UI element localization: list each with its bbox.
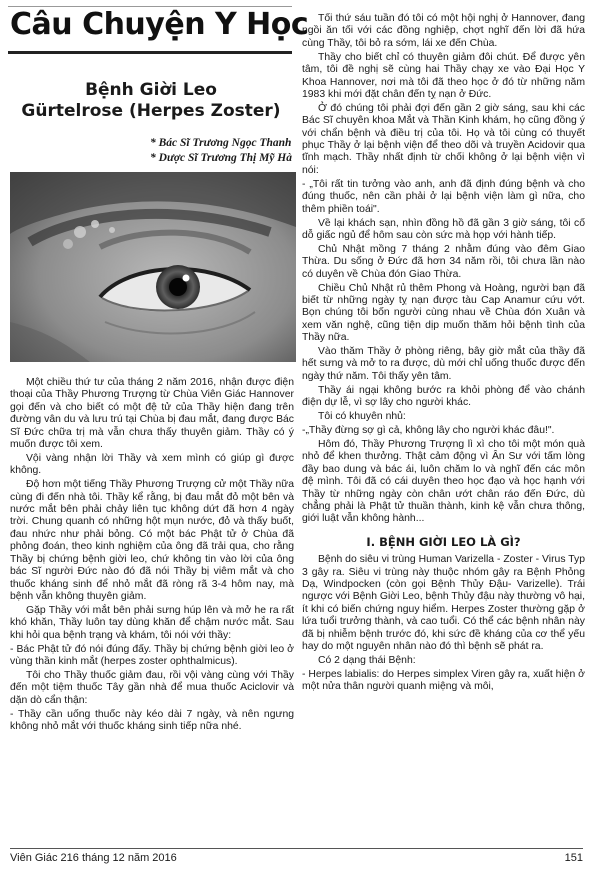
quote-paragraph: -„Thầy đừng sợ gì cả, không lây cho người khác đâu!". (302, 425, 555, 436)
close-up-eye-photo (10, 172, 296, 362)
article-title (10, 80, 292, 122)
paragraph: Hôm đó, Thầy Phương Trượng lì xì cho tôi một món quà nhỏ để khen thưởng. Thật cảm động vì Ân Sư với tấm lòng đầy bao dung và bác ái, luôn chăm lo và nghĩ đến các môn đệ mình. Tôi đã có cái duyên theo học đạo và học hạnh với Thầy từ những ngày còn chân ướt chân ráo đến Đức, dù chẳng phải là Phật tử thuần thành, kinh kệ vẫn chưa thông, giới luật vẫn không hành... (302, 438, 585, 525)
paragraph: Ở đó chúng tôi phải đợi đến gần 2 giờ sáng, sau khi các Bác Sĩ chuyên khoa Mắt và Thần Kinh khám, họ cũng đồng ý với chẩn bệnh và điều trị của tôi. Họ và tôi cùng có thuyết phục Thầy ở lại bệnh viện để theo dõi và truyền Acidovir qua tĩnh mạch. Thầy nhất định từ chối không ở lại bệnh viện vì nói: (302, 102, 585, 176)
paragraph: Một chiều thứ tư của tháng 2 năm 2016, nhận được điện thoại của Thầy Phương Trượng từ Chùa Viên Giác Hannover gọi đến và cho biết có một đệ tử của Thầy hiện đang trên đường vân du và lưu trú tại Chùa bị đau mắt, đang được Bác Sĩ Đức chữa trị mà vẫn chưa thấy thuyên giảm. Thầy có ý muốn được tôi xem. (10, 377, 294, 451)
paragraph: Thầy ái ngại không bước ra khỏi phòng để vào chánh điện dự lễ, vì sợ lây cho người khác. (302, 384, 585, 409)
quote-paragraph: - Thầy cần uống thuốc này kéo dài 7 ngày, và nên ngưng không nhỏ mắt với thuốc kháng sinh tiếp nữa nhé. (10, 708, 294, 732)
paragraph: Vội vàng nhận lời Thầy và xem mình có giúp gì được không. (10, 452, 294, 477)
paragraph: Có 2 dạng thái Bệnh: (318, 654, 416, 666)
page-number: 151 (564, 852, 583, 864)
quote-paragraph: - „Tôi rất tin tưởng vào anh, anh đã định đúng bệnh và cho đúng thuốc, nên cần phải ở lại bệnh viện làm gì nữa, cho thêm phiền toái". (302, 178, 585, 215)
paragraph: Bệnh do siêu vi trùng Human Varizella - Zoster - Virus Typ 3 gây ra. Siêu vi trùng này thuộc nhóm gây ra Bệnh Phỏng Dạ, Windpocken (còn gọi Bệnh Thủy Đậu- Varizelle). Trái ngược với Bệnh Giời Leo, bệnh Thủy đậu này thường vô hại, ít khi có biến chứng nguy hiểm. Herpes Zoster thường gặp ở lứa tuổi trưởng thành, và cao tuổi. Có thể các bệnh nhân này đã bị nhiễm bệnh trước đó, khi sức đề kháng của cơ thể yếu hay do một nguyên nhân nào đó thì bệnh sẽ phát ra. (302, 554, 585, 652)
paragraph: Chủ Nhật mồng 7 tháng 2 nhằm đúng vào đêm Giao Thừa. Du sống ở Đức đã hơn 34 năm rồi, tôi chưa lần nào có duyên về Chùa đón Giao Thừa. (302, 243, 585, 280)
quote-paragraph: - Bác Phật tử đó nói đúng đấy. Thầy bị chứng bệnh giời leo ở vùng thần kinh mắt (herpes zoster ophthalmicus). (10, 643, 294, 667)
section-heading: I. BỆNH GIỜI LEO LÀ GÌ? (366, 534, 521, 549)
paragraph: Gặp Thầy với mắt bên phải sưng húp lên và mở he ra rất khó khăn, Thầy luôn tay dùng khăn để chậm nước mắt. Sau khi hỏi qua bệnh trạng và khám, tôi nói với thầy: (10, 604, 294, 641)
eye-photo-drawing (10, 172, 296, 362)
page-footer (10, 848, 583, 864)
paragraph: Về lại khách sạn, nhìn đồng hồ đã gần 3 giờ sáng, tôi cố dỗ giấc ngủ để hôm sau còn sức mà họp với hành tiếp. (302, 217, 585, 241)
quote-paragraph: - Herpes labialis: do Herpes simplex Viren gây ra, xuất hiện ở một nửa thân người quanh miệng và môi, (302, 668, 585, 693)
article-title-vi: Bệnh Giời Leo (85, 80, 217, 100)
paragraph: Tôi có khuyên nhủ: (318, 411, 406, 423)
paragraph: Chiều Chủ Nhật rủ thêm Phong và Hoàng, người bạn đã biết từ những ngày tỵ nạn được tàu Cap Anamur cứu vớt. Bọn chúng tôi bốn người cùng nhau về Chùa đón Xuân và xem văn nghệ, cũng tiện dịp muốn thăm hỏi bệnh tình của Thầy nữa. (302, 282, 585, 344)
paragraph: Tôi cho Thầy thuốc giảm đau, rồi vội vàng cùng với Thầy đến một tiệm thuốc Tây gần nhà để mua thuốc Aciclovir và dặn dò cẩn thận: (10, 669, 294, 706)
author-1: * Bác Sĩ Trương Ngọc Thanh (150, 137, 292, 149)
paragraph: Thầy cho biết chỉ có thuyên giảm đôi chút. Để được yên tâm, tôi đề nghị sẽ cùng hai Thầy chạy xe vào Đại Học Y Khoa Hannover, nơi mà tôi đã theo học ở đó từ những năm 1983 khi mới đặt chân đến tỵ nạn ở Đức. (302, 51, 585, 100)
section-title: Câu Chuyện Y Học (10, 7, 309, 42)
paragraph: Tối thứ sáu tuần đó tôi có một hội nghị ở Hannover, đang ngồi ăn tối với các đồng nghiệp, chợt nghĩ đến lời đã hứa cùng Thầy, tôi bỏ ra sớm, lái xe đến Chùa. (302, 13, 585, 49)
paragraph: Độ hơn một tiếng Thầy Phương Trượng cử một Thầy nữa cùng đi đến nhà tôi. Thầy kể rằng, bị đau mắt đỏ một bên và nước mắt bên phải chảy liên tục không dứt đã hơn 4 ngày trời. Chung quanh có những hột mụn nước, đỏ và thấy buốt, đau nhức như phải bỏng. Có một bác Phật tử ở Chùa đã phỏng đoán, theo kinh nghiệm của ông đã trải qua, cho rằng Thầy bị chứng bệnh giời leo, chứ không tin vào lời của ông bác Sĩ người Đức nào đó đã nói Thầy bị viêm mắt và cho thuốc kháng sinh để nhỏ mắt đã ròng rã 3-4 hôm nay, mà bệnh vẫn không thuyên giảm. (10, 479, 294, 602)
authors (150, 136, 292, 166)
paragraph: Vào thăm Thầy ở phòng riêng, bây giờ mắt của thầy đã hết sưng và mở to ra được, dù mới chỉ uống thuốc được đến ngày thứ năm. Tôi thấy yên tâm. (302, 346, 585, 382)
footer-publication: Viên Giác 216 tháng 12 năm 2016 (10, 852, 177, 864)
left-column (10, 377, 294, 735)
article-title-de: Gürtelrose (Herpes Zoster) (21, 101, 281, 121)
author-2: * Dược Sĩ Trương Thị Mỹ Hà (150, 152, 292, 164)
right-column (302, 13, 585, 695)
